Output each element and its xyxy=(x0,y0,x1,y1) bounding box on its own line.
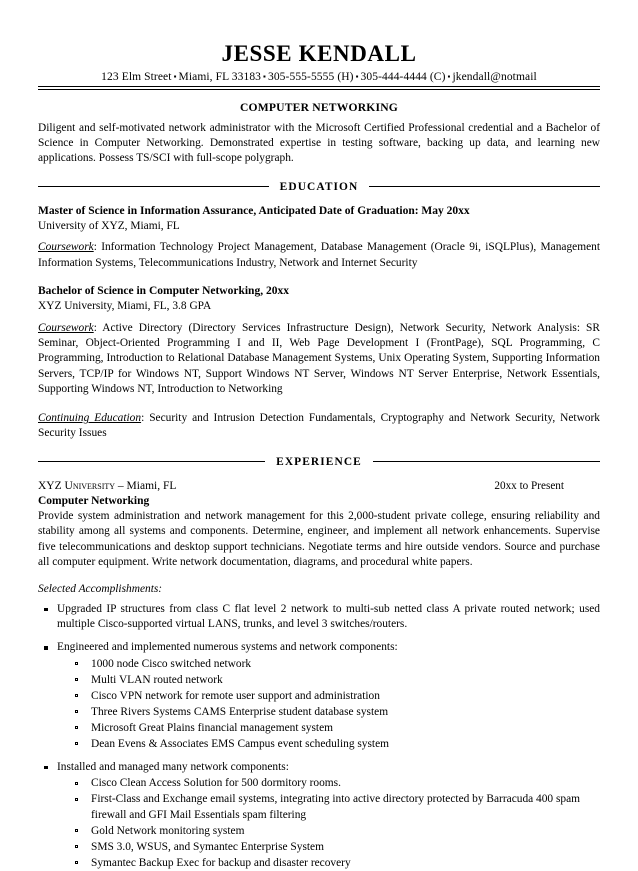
school-name: XYZ University, Miami, FL, 3.8 GPA xyxy=(38,299,212,312)
sub-list-item: Microsoft Great Plains financial management system xyxy=(57,721,600,737)
sub-list-item: Symantec Backup Exec for backup and disaster recovery xyxy=(57,856,600,871)
education-entry-masters xyxy=(38,204,600,271)
sub-list xyxy=(57,657,600,753)
job-employer xyxy=(38,479,176,494)
contact-address: 123 Elm Street xyxy=(101,71,172,84)
contact-separator-icon: ▪ xyxy=(263,71,266,81)
accomplishments-list xyxy=(38,602,600,871)
sub-list-item: 1000 node Cisco switched network xyxy=(57,657,600,673)
school-name: University of XYZ, Miami, FL xyxy=(38,219,180,232)
bullet-text: Installed and managed many network components: xyxy=(57,761,289,774)
contact-phone-home: 305-555-5555 (H) xyxy=(267,71,354,84)
accomplishments-label: Selected Accomplishments: xyxy=(38,583,163,596)
sub-list-item: First-Class and Exchange email systems, integrating into active directory protected by Barracuda 400 spam firewall and GFI Mail Essentials spam filtering xyxy=(57,792,600,823)
continuing-education xyxy=(38,411,600,442)
coursework-label: Coursework xyxy=(38,321,94,334)
headline: COMPUTER NETWORKING xyxy=(239,101,399,115)
summary-paragraph: Diligent and self-motivated network administrator with the Microsoft Certified Professional credential and a Bachelor of Science in Computer Networking. Demonstrated expertise in testing software, backing up data, and learning new applications. Possess TS/SCI with full-scope polygraph. xyxy=(38,122,600,165)
employer-location: – Miami, FL xyxy=(117,479,177,492)
coursework-bachelors xyxy=(38,321,600,397)
resume-page xyxy=(0,42,638,867)
education-entry-bachelors xyxy=(38,284,600,397)
list-item xyxy=(38,760,600,871)
list-item xyxy=(38,602,600,632)
candidate-name: JESSE KENDALL xyxy=(221,41,417,66)
employer-name-word: University xyxy=(64,479,116,492)
coursework-text: : Active Directory (Directory Services Infrastructure Design), Network Security, Network Analysis: SR Seminar, Object-Oriented Programming I and II, Web Page Development I (FrontPage), SQL Programming, C Programming, Introduction to Relational Database Management Systems, Unix Operating System, Supporting Information Servers, TCP/IP for Windows NT, Support Windows NT Server, Windows NT Server Enterprise, Network Essentials, Supporting Windows NT, Introduction to Networking xyxy=(38,321,600,395)
degree-title: Bachelor of Science in Computer Networking, 20xx xyxy=(38,284,289,297)
contact-line xyxy=(38,71,600,83)
contact-email: jkendall@notmail xyxy=(452,71,537,84)
coursework-label: Coursework xyxy=(38,241,94,254)
continuing-education-text: : Security and Intrusion Detection Fundamentals, Cryptography and Network Security, Network Security Issues xyxy=(38,412,600,440)
sub-list-item: Cisco Clean Access Solution for 500 dormitory rooms. xyxy=(57,776,600,792)
coursework-masters xyxy=(38,240,600,271)
contact-phone-cell: 305-444-4444 (C) xyxy=(360,71,446,84)
job-header xyxy=(38,479,600,494)
contact-city-state-zip: Miami, FL 33183 xyxy=(178,71,262,84)
continuing-education-label: Continuing Education xyxy=(38,412,142,425)
divider-rule-left xyxy=(38,186,269,187)
sub-list-item: Cisco VPN network for remote user support and administration xyxy=(57,689,600,705)
resume-header xyxy=(38,42,600,90)
header-double-rule xyxy=(38,86,600,90)
job-description: Provide system administration and network management for this 2,000-student private college, ensuring reliability and stability among all systems and components. Determine, engineer, and implement all network enhancements. Supervise five telecommunications and desktop support technicians. Negotiate terms and hire outside vendors. Source and purchase all computer equipment. Write network documentation, diagrams, and procedural white papers. xyxy=(38,510,600,568)
bullet-text: Upgraded IP structures from class C flat level 2 network to multi-sub netted class A private routed network; used multiple Cisco-supported virtual LANS, trunks, and level 3 switches/routers. xyxy=(57,603,600,631)
sub-list xyxy=(57,776,600,871)
section-title-experience: EXPERIENCE xyxy=(276,455,362,468)
employer-name-abbrev: XYZ xyxy=(38,479,62,492)
sub-list-item: Dean Evens & Associates EMS Campus event scheduling system xyxy=(57,737,600,753)
sub-list-item: Three Rivers Systems CAMS Enterprise student database system xyxy=(57,705,600,721)
degree-title: Master of Science in Information Assurance, Anticipated Date of Graduation: May 20xx xyxy=(38,204,470,217)
section-title-education: EDUCATION xyxy=(279,180,359,193)
education-spacer xyxy=(38,273,600,284)
section-divider-education xyxy=(38,181,600,193)
contact-separator-icon: ▪ xyxy=(447,71,451,81)
contact-separator-icon: ▪ xyxy=(355,71,359,81)
bullet-text: Engineered and implemented numerous systems and network components: xyxy=(57,641,398,654)
list-item xyxy=(38,640,600,752)
divider-rule-left xyxy=(38,461,265,462)
section-divider-experience xyxy=(38,456,600,468)
sub-list-item: Gold Network monitoring system xyxy=(57,824,600,840)
job-title: Computer Networking xyxy=(38,494,150,507)
sub-list-item: Multi VLAN routed network xyxy=(57,673,600,689)
job-dates: 20xx to Present xyxy=(494,479,564,492)
contact-separator-icon: ▪ xyxy=(173,71,177,81)
sub-list-item: SMS 3.0, WSUS, and Symantec Enterprise System xyxy=(57,840,600,856)
coursework-text: : Information Technology Project Management, Database Management (Oracle 9i, iSQLPlus), Management Information Systems, Telecommunications Industry, Network and Internet Security xyxy=(38,241,600,269)
divider-rule-right xyxy=(369,186,600,187)
divider-rule-right xyxy=(373,461,600,462)
